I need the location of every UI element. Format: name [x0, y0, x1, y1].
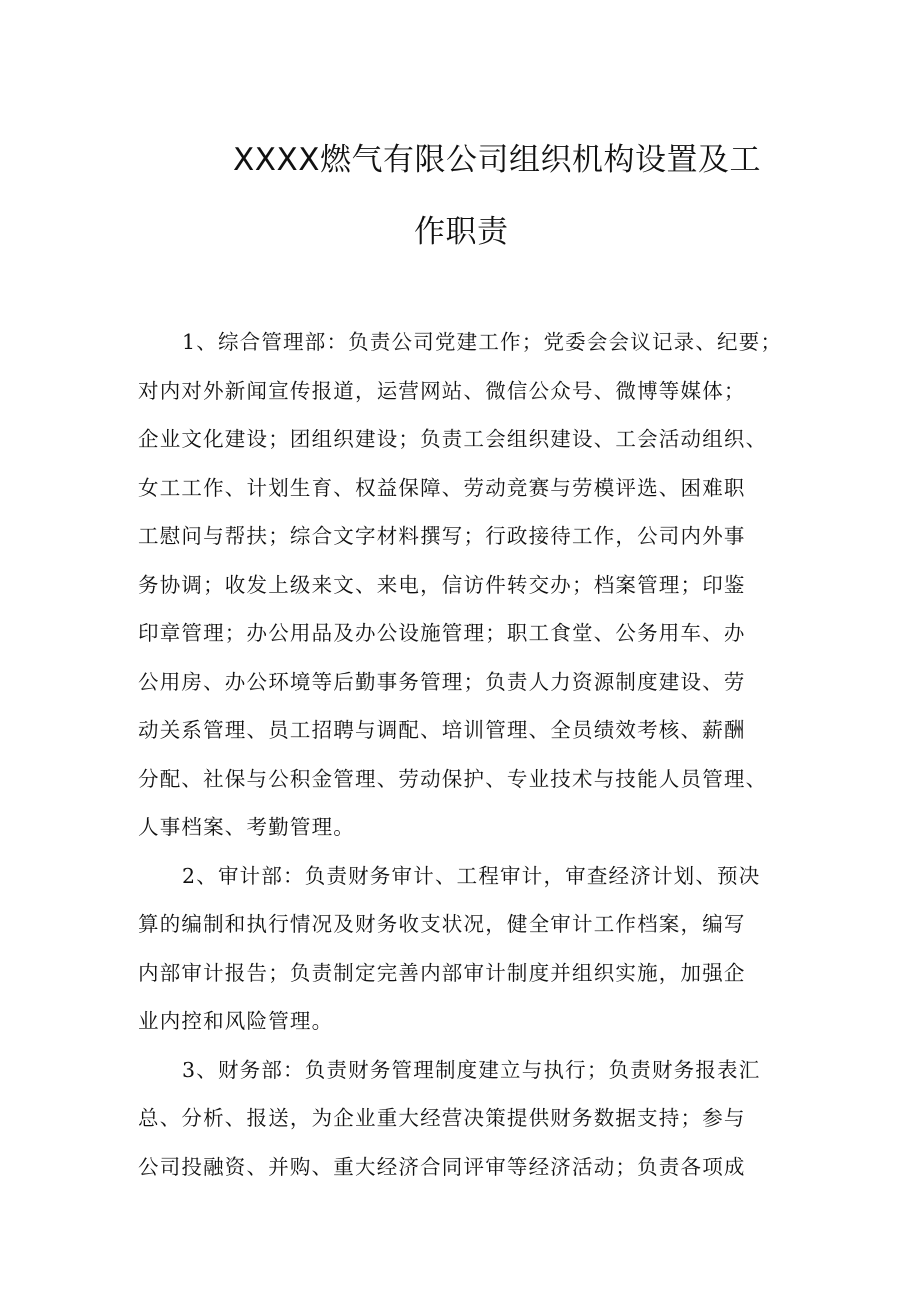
document-title-line-1: XXXX燃气有限公司组织机构设置及工: [233, 142, 761, 178]
paragraph-line: 企业文化建设；团组织建设；负责工会组织建设、工会活动组织、: [138, 427, 768, 451]
paragraph-line: 1、综合管理部：负责公司党建工作；党委会会议记录、纪要；: [182, 330, 783, 354]
paragraph-line: 务协调；收发上级来文、来电，信访件转交办；档案管理；印鉴: [138, 572, 746, 597]
paragraph-general-management: [138, 318, 818, 852]
document-title-line-2: 作职责: [414, 214, 509, 250]
paragraph-line: 女工工作、计划生育、权益保障、劳动竞赛与劳模评选、困难职: [138, 475, 746, 500]
paragraph-line: 算的编制和执行情况及财务收支状况，健全审计工作档案，编写: [138, 912, 746, 936]
paragraph-audit: [138, 852, 818, 1046]
paragraph-line: 公用房、办公环境等后勤事务管理；负责人力资源制度建设、劳: [138, 669, 746, 694]
paragraph-line: 2、审计部：负责财务审计、工程审计，审查经济计划、预决: [182, 863, 761, 888]
paragraph-line: 工慰问与帮扶；综合文字材料撰写；行政接待工作，公司内外事: [138, 524, 746, 548]
paragraph-line: 分配、社保与公积金管理、劳动保护、专业技术与技能人员管理、: [138, 766, 768, 791]
paragraph-line: 人事档案、考勤管理。: [138, 815, 355, 839]
paragraph-finance: [138, 1046, 818, 1192]
paragraph-line: 公司投融资、并购、重大经济合同评审等经济活动；负责各项成: [138, 1154, 746, 1179]
paragraph-line: 总、分析、报送，为企业重大经营决策提供财务数据支持；参与: [138, 1106, 746, 1130]
paragraph-line: 印章管理；办公用品及办公设施管理；职工食堂、公务用车、办: [138, 621, 746, 645]
paragraph-line: 动关系管理、员工招聘与调配、培训管理、全员绩效考核、薪酬: [138, 718, 746, 742]
paragraph-line: 内部审计报告；负责制定完善内部审计制度并组织实施，加强企: [138, 960, 746, 985]
paragraph-line: 业内控和风险管理。: [138, 1009, 334, 1033]
paragraph-line: 对内对外新闻宣传报道，运营网站、微信公众号、微博等媒体；: [138, 378, 746, 403]
document-body: [138, 318, 818, 1191]
paragraph-line: 3、财务部：负责财务管理制度建立与执行；负责财务报表汇: [182, 1057, 761, 1082]
